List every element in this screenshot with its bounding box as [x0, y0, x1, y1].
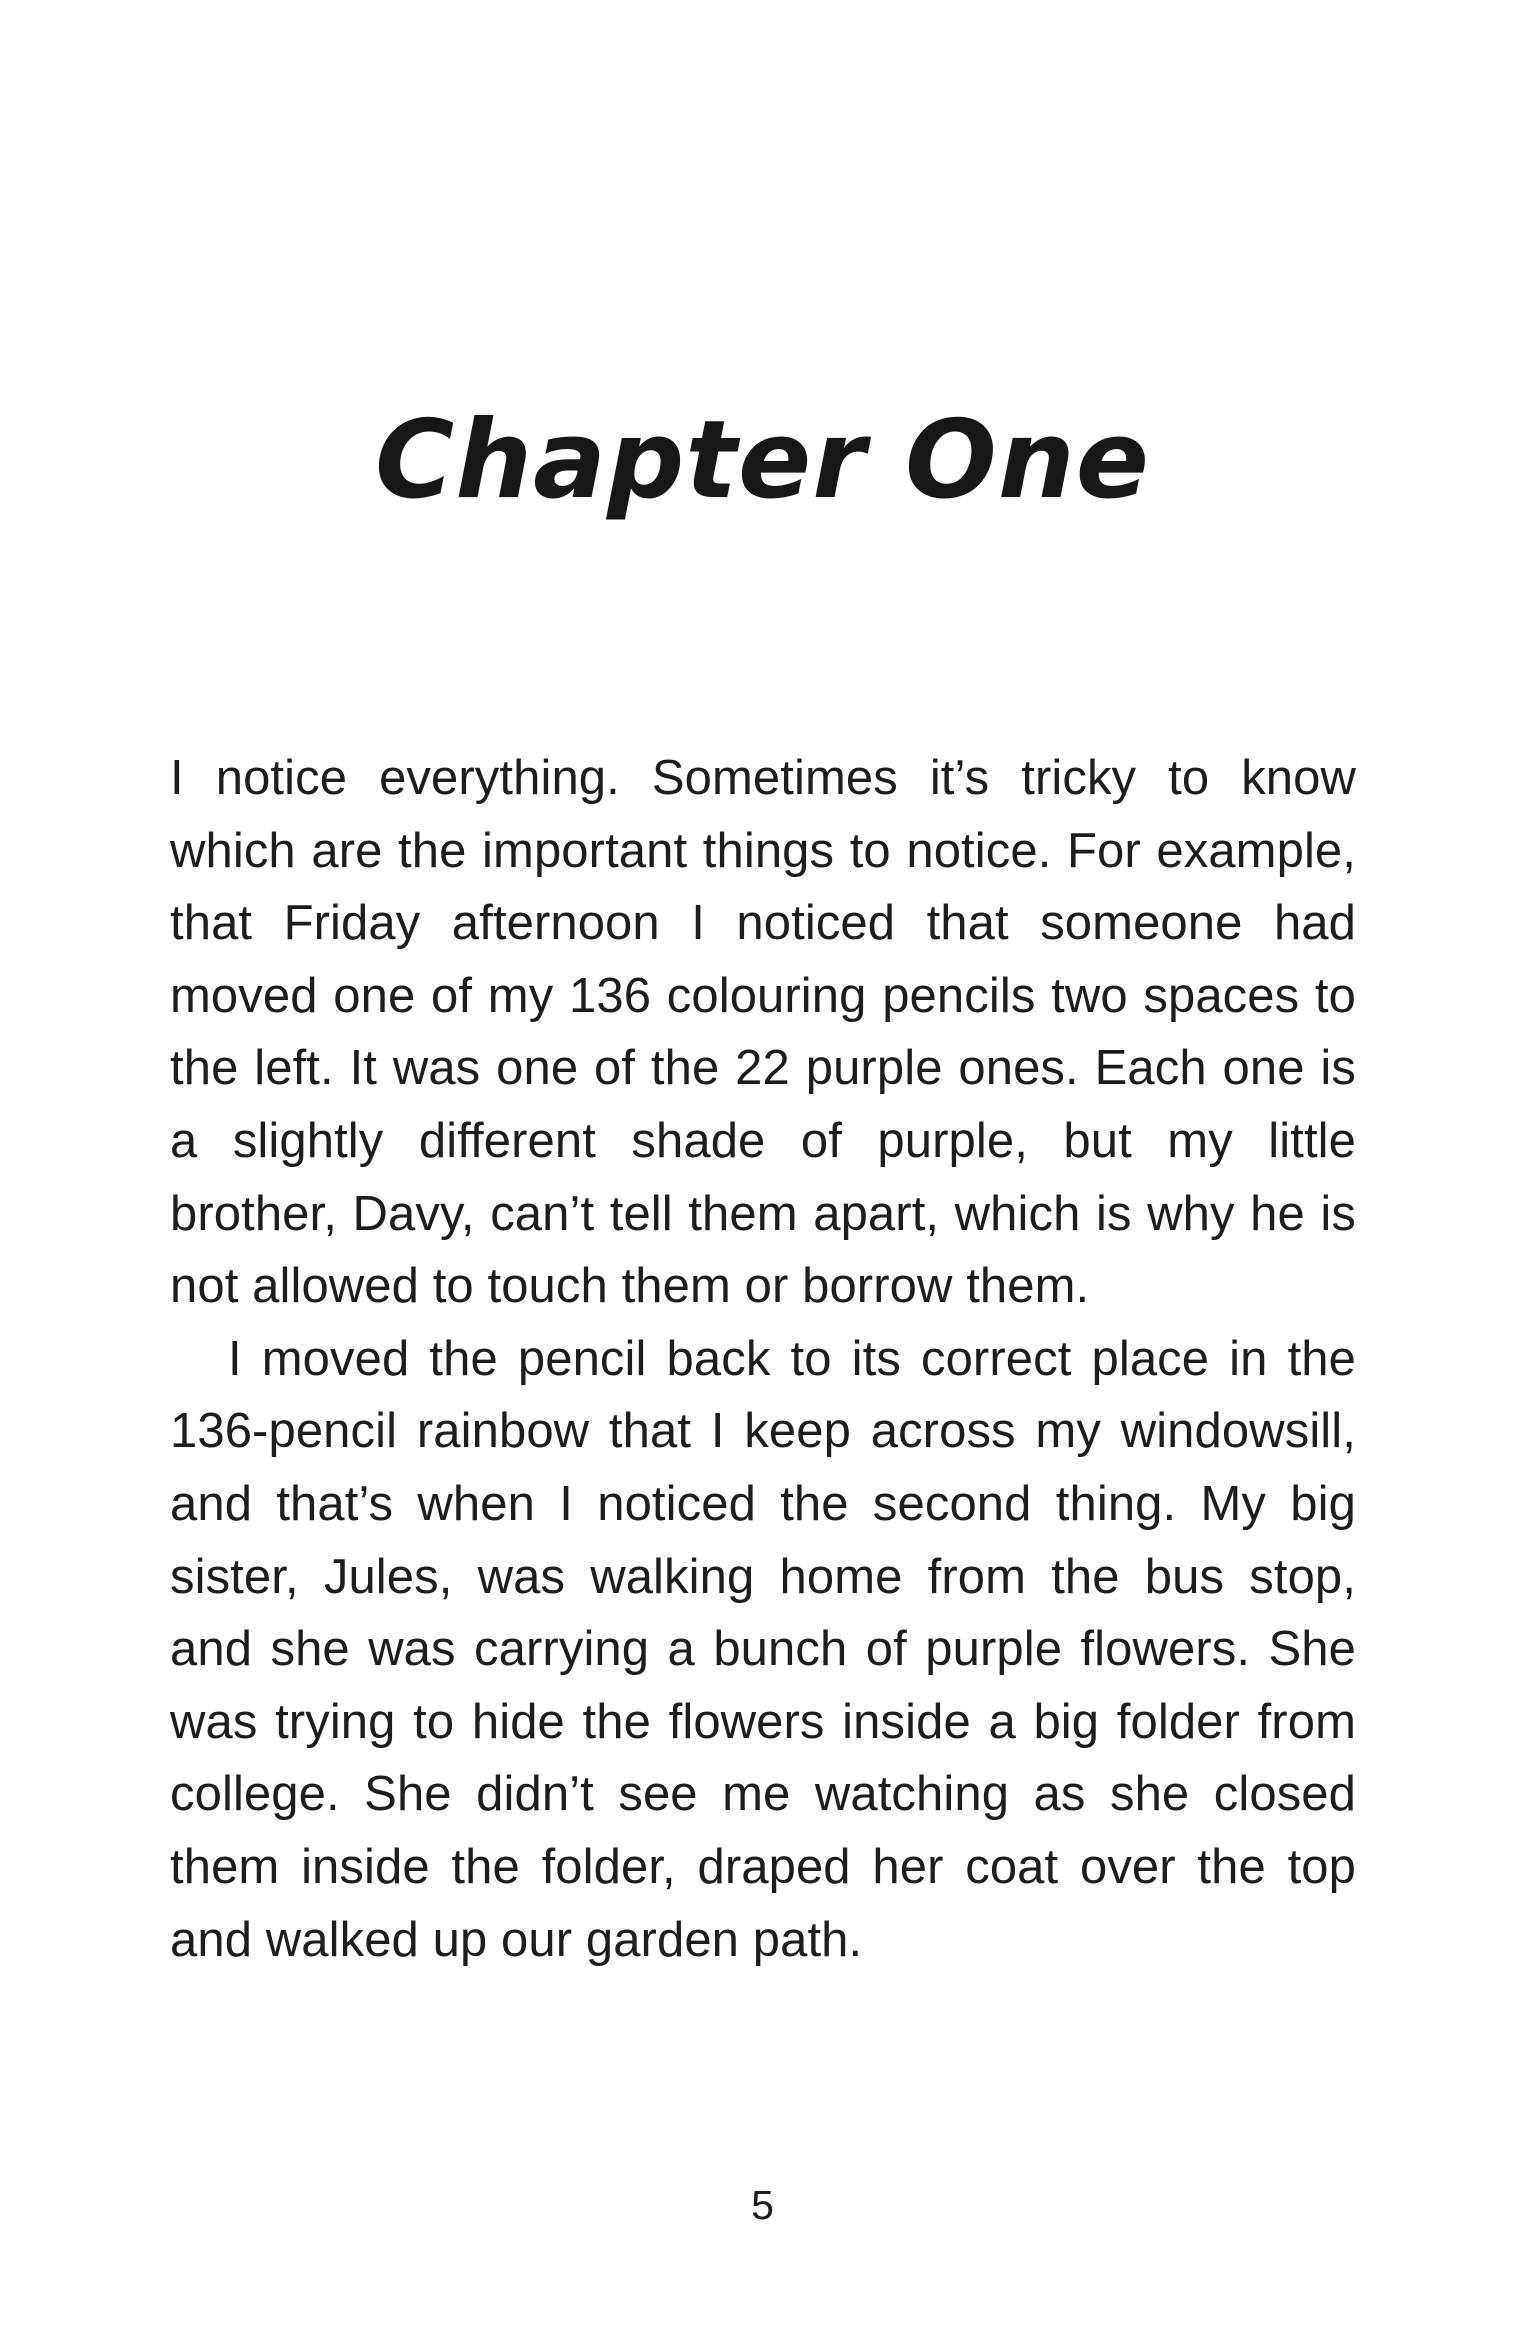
- page-number: 5: [751, 2182, 774, 2228]
- body-text: [170, 742, 1356, 1976]
- paragraph-1: I notice everything. Sometimes it’s tricky to know which are the important things to notice. For example, that Friday afternoon I noticed that someone had moved one of my 136 colouring pencils two spaces to the left. It was one of the 22 purple ones. Each one is a slightly different shade of purple, but my little brother, Davy, can’t tell them apart, which is why he is not allowed to touch them or borrow them.: [170, 751, 1356, 1314]
- chapter-title: Chapter One: [374, 398, 1150, 523]
- paragraph-2: I moved the pencil back to its correct place in the 136-pencil rainbow that I keep across my windowsill, and that’s when I noticed the second thing. My big sister, Jules, was walking home from the bus stop, and she was carrying a bunch of purple flowers. She was trying to hide the flowers inside a big folder from college. She didn’t see me watching as she closed them inside the folder, draped her coat over the top and walked up our garden path.: [170, 1331, 1356, 1967]
